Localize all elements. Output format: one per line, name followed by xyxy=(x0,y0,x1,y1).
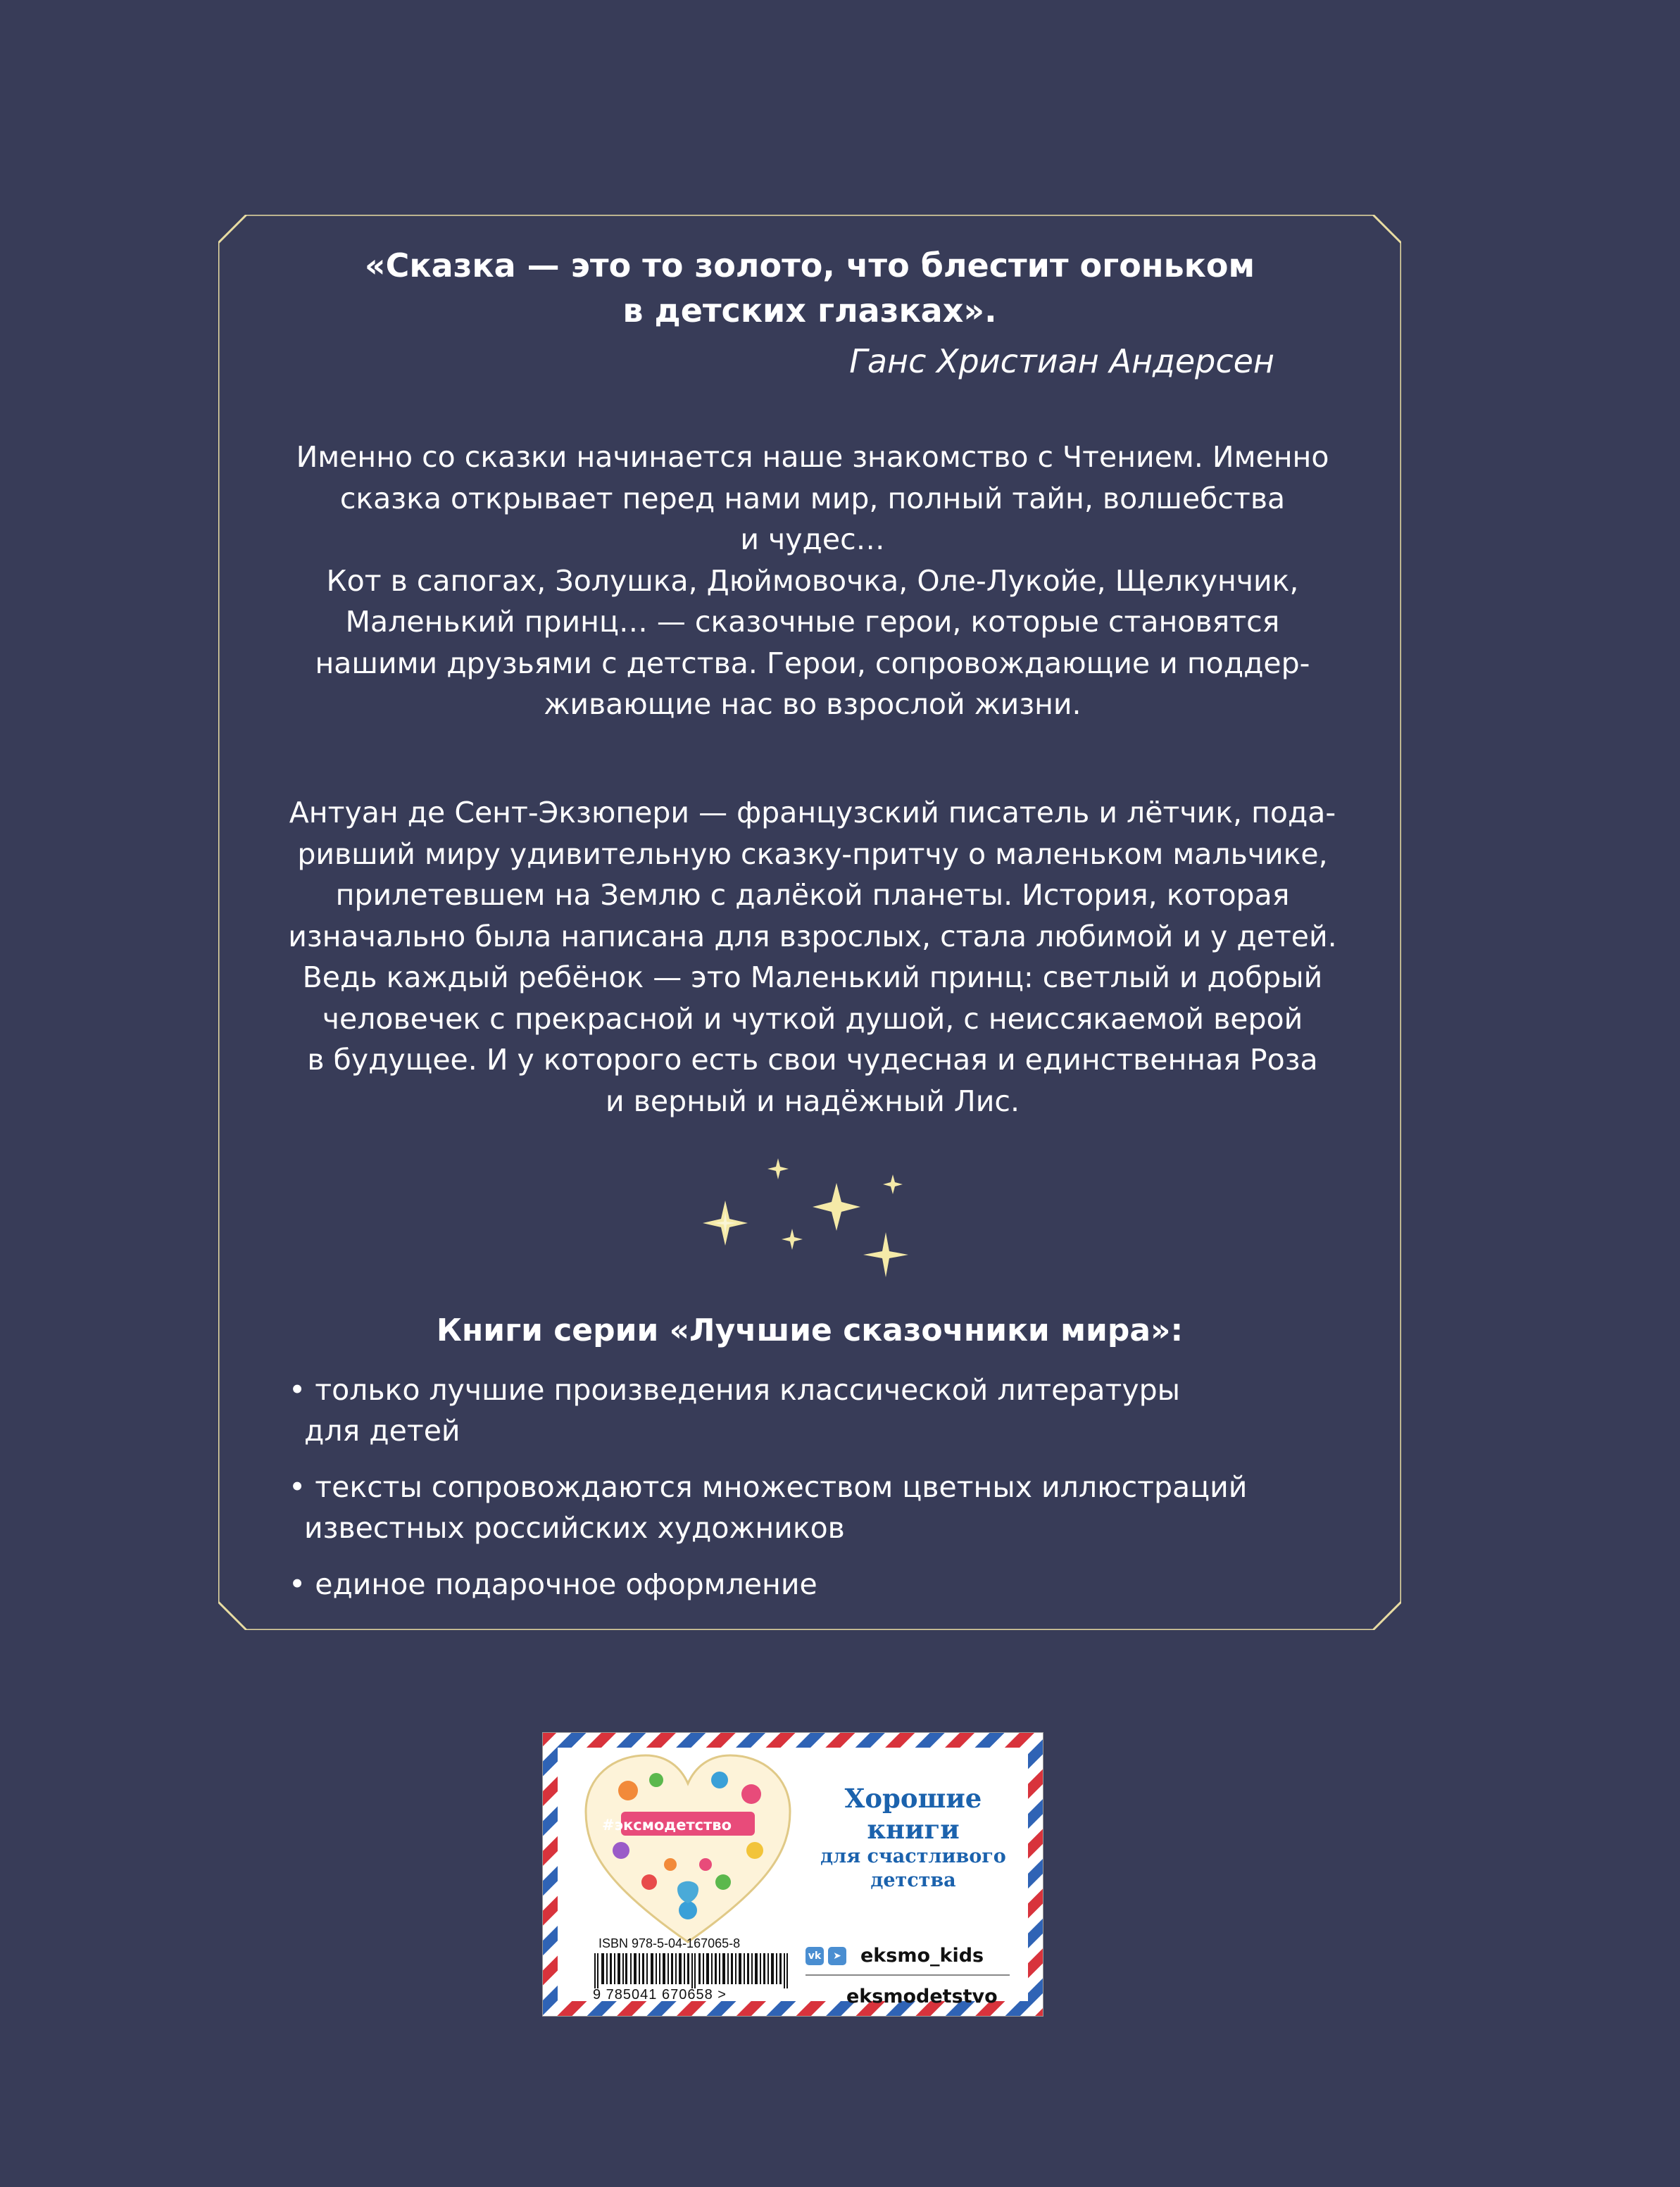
slogan-line: книги xyxy=(867,1814,960,1845)
barcode xyxy=(580,1936,798,2003)
list-item-line: • единое подарочное оформление xyxy=(289,1567,817,1601)
heart-logo-icon xyxy=(579,1752,797,1949)
list-item-line: для детей xyxy=(304,1414,460,1448)
text-line: Кот в сапогах, Золушка, Дюймовочка, Оле-Лукойе, Щелкунчик, xyxy=(326,563,1299,598)
text-line: Именно со сказки начинается наше знакомство с Чтением. Именно xyxy=(296,440,1329,474)
text-line: человечек с прекрасной и чуткой душой, с неиссякаемой верой xyxy=(322,1001,1303,1036)
text-line: и верный и надёжный Лис. xyxy=(606,1084,1020,1118)
list-item-line: известных российских художников xyxy=(304,1511,845,1545)
intro-paragraph xyxy=(252,437,1373,725)
vk-icon: vk xyxy=(805,1947,824,1965)
star-icon xyxy=(883,1174,903,1194)
social-handle: eksmo_kids xyxy=(860,1945,984,1967)
text-line: изначально была написана для взрослых, стала любимой и у детей. xyxy=(288,919,1337,953)
sparkle-stars-icon xyxy=(683,1155,965,1282)
slogan-line: для счастливого xyxy=(820,1846,1006,1867)
star-icon xyxy=(813,1183,860,1231)
content-frame xyxy=(218,215,1401,1630)
star-icon xyxy=(713,1211,737,1235)
author-paragraph xyxy=(252,792,1373,1122)
text-line: Антуан де Сент-Экзюпери — французский писатель и лётчик, пода- xyxy=(289,796,1336,829)
slogan-line: детства xyxy=(870,1869,956,1891)
list-item xyxy=(289,1370,1380,1451)
telegram-icon: ➤ xyxy=(828,1947,846,1965)
text-line: нашими друзьями с детства. Герои, сопровождающие и поддер- xyxy=(315,646,1310,680)
text-line: и чудес… xyxy=(740,522,885,556)
text-line: ривший миру удивительную сказку-притчу о маленьком мальчике, xyxy=(297,836,1328,871)
list-item xyxy=(289,1467,1380,1548)
social-row xyxy=(805,1945,984,1967)
divider xyxy=(805,1974,1010,1976)
quote-line: в детских глазках». xyxy=(622,292,997,330)
quote-line: «Сказка — это то золото, что блестит огоньком xyxy=(364,246,1255,284)
social-handle: eksmodetstvo xyxy=(846,1986,998,2007)
text-line: прилетевшем на Землю с далёкой планеты. История, которая xyxy=(335,878,1290,912)
slogan xyxy=(808,1783,1019,1893)
text-line: Маленький принц… — сказочные герои, которые становятся xyxy=(345,605,1280,639)
list-item-line: • тексты сопровождаются множеством цветных иллюстраций xyxy=(289,1470,1248,1504)
text-line: сказка открывает перед нами мир, полный тайн, волшебства xyxy=(339,481,1286,515)
isbn-number: ISBN 978-5-04-167065-8 xyxy=(598,1936,741,1950)
series-features-list xyxy=(289,1370,1380,1620)
text-line: в будущее. И у которого есть свои чудесная и единственная Роза xyxy=(307,1043,1318,1077)
star-icon xyxy=(767,1158,789,1179)
airmail-sticker xyxy=(542,1732,1043,2017)
list-item xyxy=(289,1564,1380,1605)
hashtag-label: #эксмодетство xyxy=(601,1817,732,1834)
star-icon xyxy=(782,1229,803,1250)
quote-author: Ганс Христиан Андерсен xyxy=(849,342,1274,380)
sticker-body xyxy=(558,1748,1028,2007)
text-line: живающие нас во взрослой жизни. xyxy=(544,687,1082,721)
barcode-bars-icon xyxy=(591,1953,803,1988)
epigraph-quote xyxy=(268,243,1352,333)
list-item-line: • только лучшие произведения классической литературы xyxy=(289,1373,1181,1407)
star-icon xyxy=(863,1232,908,1277)
series-title: Книги серии «Лучшие сказочники мира»: xyxy=(436,1312,1184,1348)
barcode-digits: 9 785041 670658 > xyxy=(593,1987,727,2003)
slogan-line: Хорошие xyxy=(844,1783,982,1814)
text-line: Ведь каждый ребёнок — это Маленький принц: светлый и добрый xyxy=(302,960,1323,994)
